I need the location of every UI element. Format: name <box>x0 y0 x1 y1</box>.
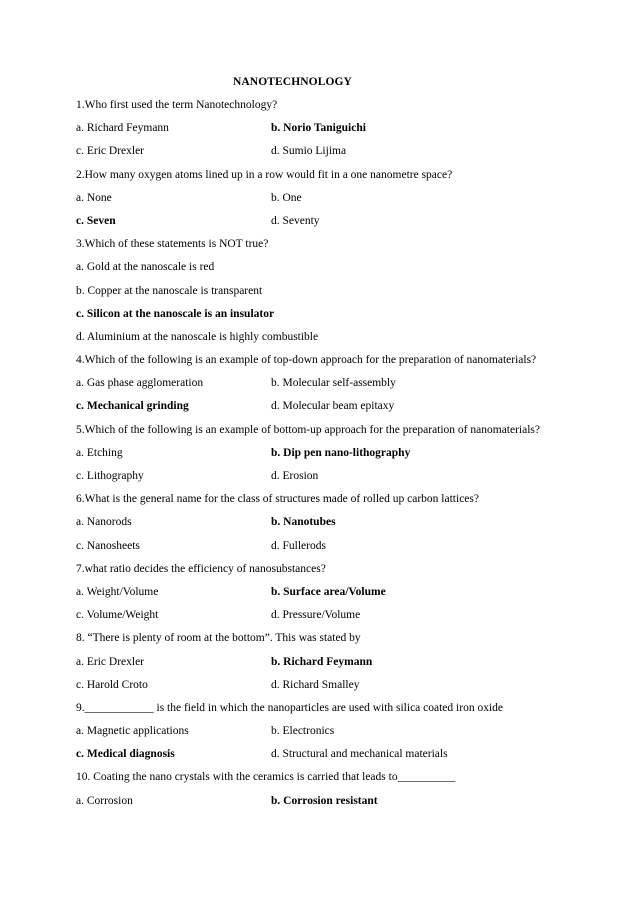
page-title: NANOTECHNOLOGY <box>233 76 352 88</box>
question-text: 6.What is the general name for the class of structures made of rolled up carbon lattices? <box>76 493 479 506</box>
correct-option: c. Mechanical grinding <box>76 400 189 413</box>
option: a. Gold at the nanoscale is red <box>76 261 215 274</box>
option: a. Corrosion <box>76 794 133 807</box>
option-row <box>76 256 596 279</box>
option: a. Eric Drexler <box>76 655 145 668</box>
option-row <box>76 465 596 488</box>
option-row <box>76 790 596 813</box>
question-text: 4.Which of the following is an example of top-down approach for the preparation of nanomaterials? <box>76 354 537 367</box>
correct-option: c. Medical diagnosis <box>76 748 175 761</box>
option: a. Etching <box>76 446 123 459</box>
question-text: 7.what ratio decides the efficiency of nanosubstances? <box>76 562 326 575</box>
option-row <box>76 210 596 233</box>
option: b. Molecular self-assembly <box>271 377 396 390</box>
option-row <box>76 581 596 604</box>
option: d. Erosion <box>271 470 319 482</box>
option-row <box>76 743 596 766</box>
option: d. Fullerods <box>271 539 326 552</box>
option: b. One <box>271 191 302 204</box>
option-row <box>76 535 596 558</box>
correct-option: c. Silicon at the nanoscale is an insulator <box>76 307 275 320</box>
option: c. Volume/Weight <box>76 609 159 622</box>
option-row <box>76 651 596 674</box>
option-row <box>76 280 596 303</box>
question-text: 9.____________ is the field in which the nanoparticles are used with silica coated iron oxide <box>76 701 503 714</box>
correct-option: c. Seven <box>76 214 116 227</box>
option: a. Nanorods <box>76 516 132 529</box>
correct-option: b. Norio Taniguichi <box>271 122 366 135</box>
option-row <box>76 372 596 395</box>
correct-option: b. Dip pen nano-lithography <box>271 446 411 459</box>
option: c. Lithography <box>76 470 144 482</box>
option: d. Richard Smalley <box>271 678 360 691</box>
question-text: 1.Who first used the term Nanotechnology? <box>76 99 278 111</box>
correct-option: b. Surface area/Volume <box>271 585 386 598</box>
option: d. Seventy <box>271 214 320 227</box>
question-text: 2.How many oxygen atoms lined up in a row would fit in a one nanometre space? <box>76 168 453 181</box>
option: b. Copper at the nanoscale is transparent <box>76 284 263 297</box>
question-text: 5.Which of the following is an example of bottom-up approach for the preparation of nanomaterials? <box>76 423 540 436</box>
option: a. Weight/Volume <box>76 585 159 598</box>
option: d. Pressure/Volume <box>271 609 361 622</box>
option: c. Eric Drexler <box>76 145 145 158</box>
option: a. None <box>76 191 112 204</box>
option-row <box>76 604 596 627</box>
question-text: 3.Which of these statements is NOT true? <box>76 238 269 251</box>
option-row <box>76 326 596 349</box>
question-list <box>76 94 596 813</box>
correct-option: b. Corrosion resistant <box>271 794 378 807</box>
option: c. Harold Croto <box>76 678 148 691</box>
option-row <box>76 442 596 465</box>
option: a. Gas phase agglomeration <box>76 377 204 390</box>
option: b. Electronics <box>271 725 335 738</box>
option: d. Sumio Lijima <box>271 145 347 158</box>
option: d. Molecular beam epitaxy <box>271 400 395 413</box>
correct-option: b. Nanotubes <box>271 516 336 529</box>
question-text: 10. Coating the nano crystals with the ceramics is carried that leads to__________ <box>76 771 456 784</box>
option-row <box>76 117 596 140</box>
option-row <box>76 303 596 326</box>
option: a. Richard Feymann <box>76 122 169 135</box>
correct-option: b. Richard Feymann <box>271 655 373 668</box>
option-row <box>76 395 596 418</box>
option-row <box>76 720 596 743</box>
option: a. Magnetic applications <box>76 725 189 738</box>
option-row <box>76 187 596 210</box>
option: d. Structural and mechanical materials <box>271 748 448 761</box>
option: d. Aluminium at the nanoscale is highly combustible <box>76 330 319 343</box>
option-row <box>76 511 596 534</box>
option-row <box>76 674 596 697</box>
option-row <box>76 140 596 163</box>
question-text: 8. “There is plenty of room at the bottom”. This was stated by <box>76 632 361 645</box>
option: c. Nanosheets <box>76 539 140 552</box>
